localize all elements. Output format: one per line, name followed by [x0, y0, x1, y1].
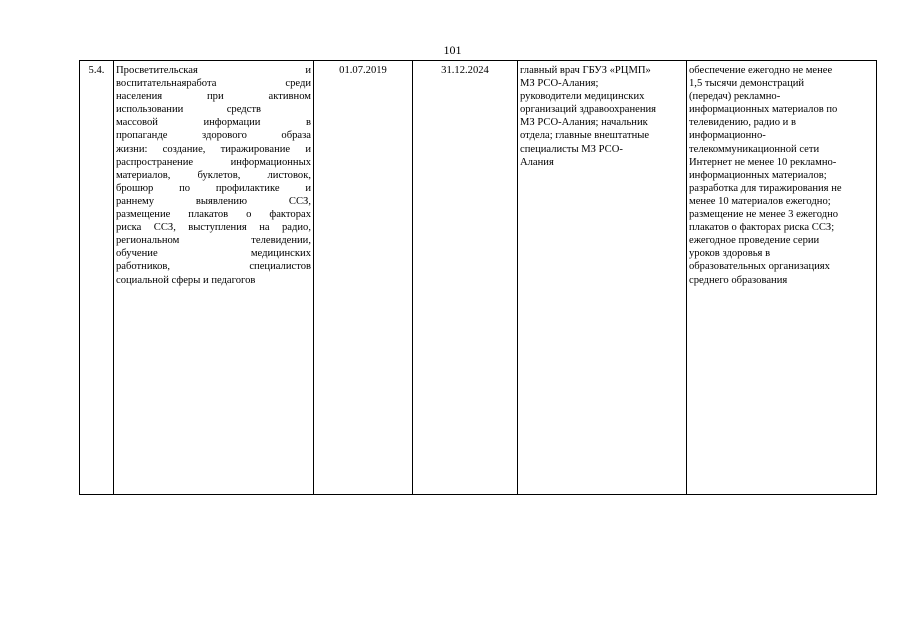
- page-number: 101: [443, 43, 462, 57]
- activity-title-line: Просветительская и: [116, 65, 311, 76]
- activity-title-line: брошюр по профилактике и: [116, 182, 311, 194]
- result-line: менее 10 материалов ежегодно;: [689, 195, 831, 207]
- activity-title-line: материалов, буклетов, листовок,: [116, 169, 311, 181]
- activity-title-line: населения при активном: [116, 91, 311, 103]
- item-number-cell: [80, 61, 114, 495]
- responsible-line: организаций здравоохранения: [520, 104, 657, 116]
- result-line: среднего образования: [689, 274, 788, 286]
- result-line: информационных материалов;: [689, 169, 827, 181]
- activity-title-line: риска ССЗ, выступления на радио,: [116, 222, 311, 234]
- responsible-line: специалисты МЗ РСО-: [520, 143, 623, 155]
- activity-title-cell: [114, 61, 314, 495]
- result-line: телекоммуникационной сети: [689, 143, 820, 155]
- activity-title-line: раннему выявлению ССЗ,: [116, 195, 311, 207]
- end-date-cell: [413, 61, 518, 495]
- result-line: плакатов о факторах риска ССЗ;: [689, 222, 835, 234]
- responsible-line: руководители медицинских: [520, 91, 645, 103]
- result-line: информационно-: [689, 130, 766, 142]
- responsible-cell: [518, 61, 687, 495]
- responsible-line: отдела; главные внештатные: [520, 130, 650, 142]
- result-line: образовательных организациях: [689, 261, 830, 273]
- activity-title-line: распространение информационных: [116, 156, 311, 168]
- result-line: уроков здоровья в: [689, 248, 771, 260]
- activity-title-line: обучение медицинских: [116, 248, 311, 260]
- expected-result-cell: [687, 61, 877, 495]
- result-line: телевидению, радио и в: [689, 117, 796, 129]
- start-date: 01.07.2019: [339, 65, 387, 76]
- activity-title-line: жизни: создание, тиражирование и: [116, 143, 311, 155]
- result-line: информационных материалов по: [689, 104, 838, 116]
- result-line: обеспечение ежегодно не менее: [689, 65, 833, 76]
- table-row: [80, 61, 877, 495]
- result-line: (передач) рекламно-: [689, 91, 781, 103]
- result-line: Интернет не менее 10 рекламно-: [689, 156, 837, 168]
- responsible-line: МЗ РСО-Алания;: [520, 78, 599, 90]
- plan-table: [79, 60, 877, 495]
- activity-title-line: социальной сферы и педагогов: [116, 274, 256, 286]
- end-date: 31.12.2024: [441, 65, 489, 76]
- activity-title-line: размещение плакатов о факторах: [116, 209, 311, 221]
- result-line: размещение не менее 3 ежегодно: [689, 209, 839, 221]
- item-number: 5.4.: [88, 65, 105, 76]
- responsible-line: главный врач ГБУЗ «РЦМП»: [520, 65, 651, 76]
- activity-title-line: региональном телевидении,: [116, 235, 311, 247]
- result-line: разработка для тиражирования не: [689, 182, 842, 194]
- start-date-cell: [314, 61, 413, 495]
- result-line: 1,5 тысячи демонстраций: [689, 78, 805, 90]
- activity-title-line: массовой информации в: [116, 117, 311, 129]
- activity-title-line: использовании средств: [116, 104, 261, 116]
- result-line: ежегодное проведение серии: [689, 235, 820, 247]
- activity-title-line: работников, специалистов: [116, 261, 311, 273]
- activity-title-line: пропаганде здорового образа: [116, 130, 311, 142]
- responsible-line: Алания: [520, 156, 554, 168]
- responsible-line: МЗ РСО-Алания; начальник: [520, 117, 648, 129]
- activity-title-line: воспитательнаяработа среди: [116, 78, 311, 90]
